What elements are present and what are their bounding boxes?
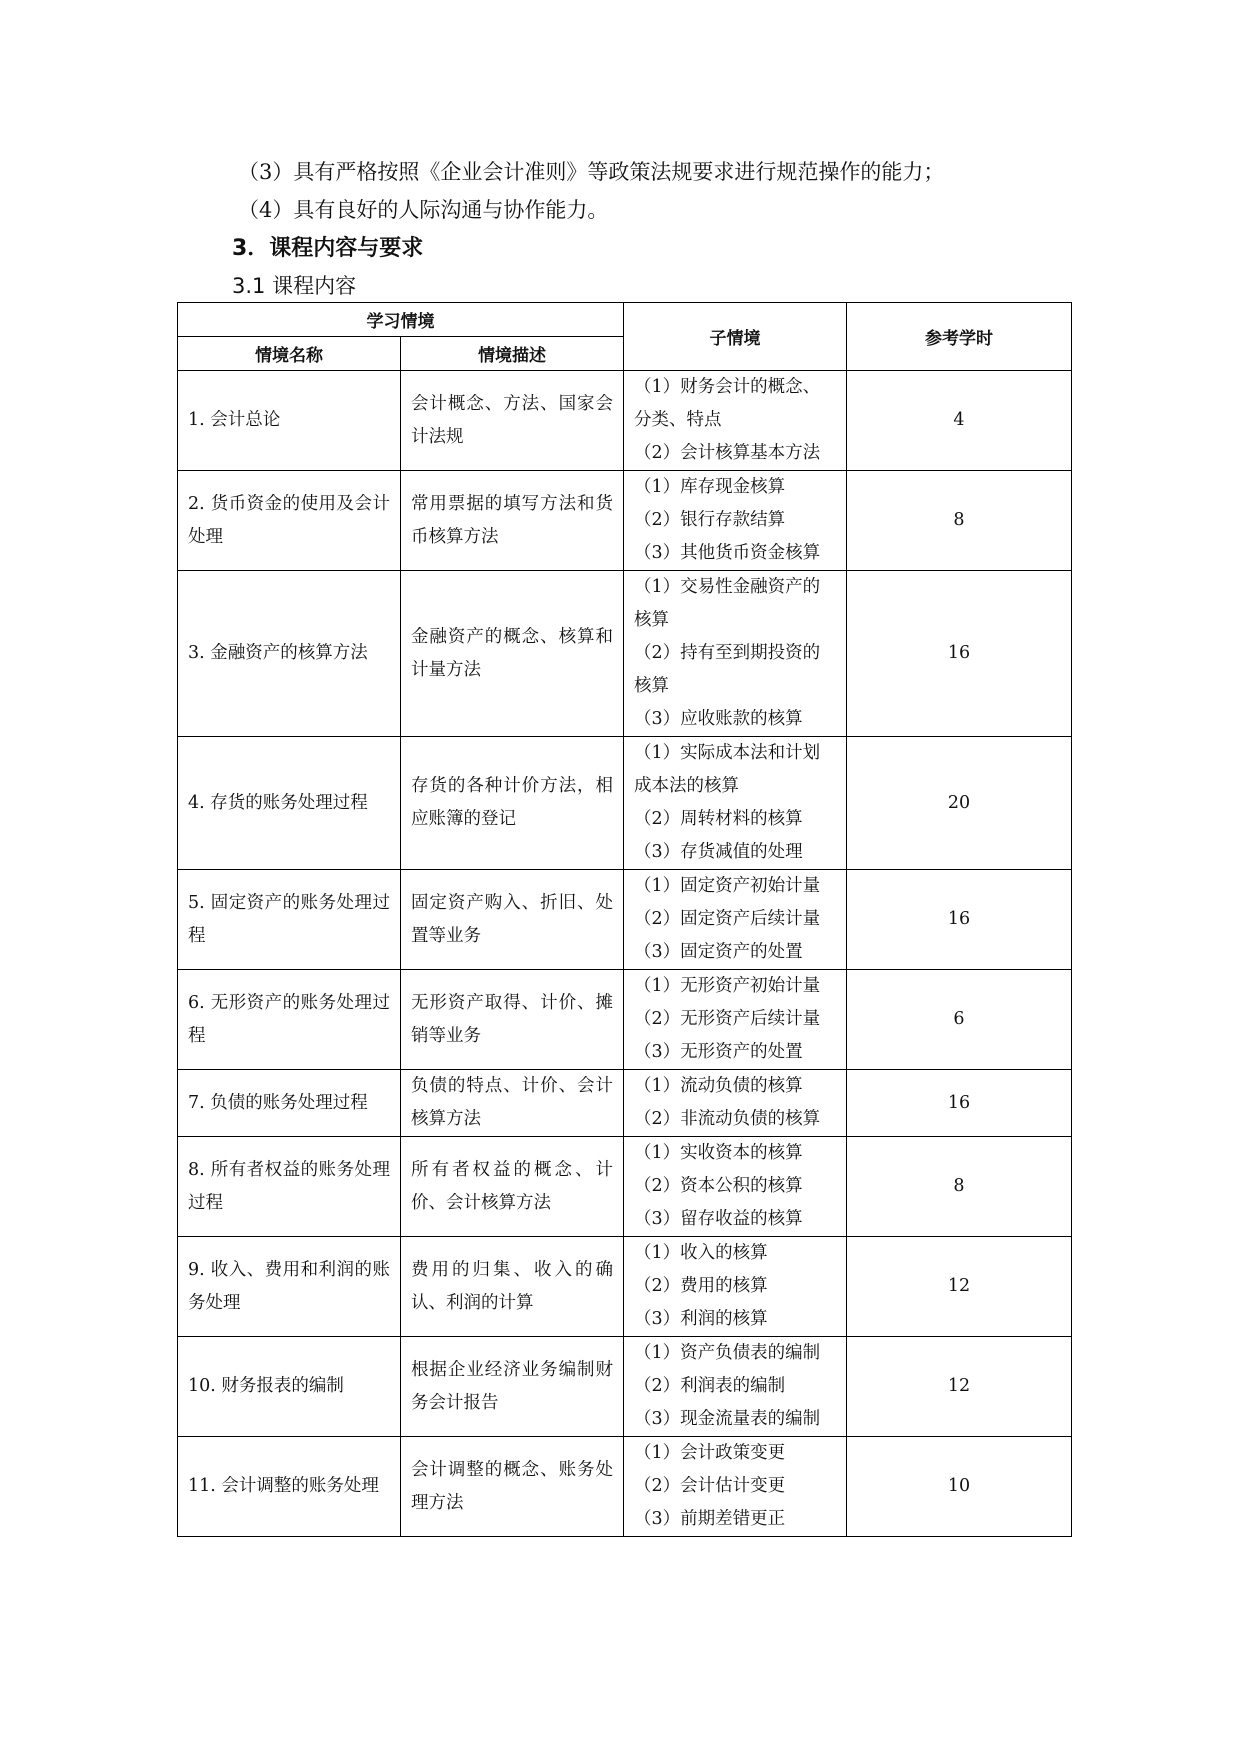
context-desc-cell: 会计概念、方法、国家会计法规 [400,371,623,471]
reference-hours-cell: 16 [846,870,1071,970]
reference-hours-cell: 4 [846,371,1071,471]
ability-item-3: （3）具有严格按照《企业会计准则》等政策法规要求进行规范操作的能力； [238,160,945,184]
table-row [178,970,1072,1070]
sub-context-cell [623,870,846,970]
subsection-heading: 3.1 课程内容 [232,274,357,298]
sub-context-cell [623,1137,846,1237]
sub-context-item: （2）会计核算基本方法 [633,443,821,463]
context-desc-cell: 费用的归集、收入的确认、利润的计算 [400,1237,623,1337]
context-name-cell: 3. 金融资产的核算方法 [178,571,401,737]
sub-context-item: （1）资产负债表的编制 [633,1343,821,1363]
sub-context-cell [623,471,846,571]
context-name-cell: 2. 货币资金的使用及会计处理 [178,471,401,571]
sub-context-item: （2）非流动负债的核算 [633,1109,821,1129]
context-desc-cell: 负债的特点、计价、会计核算方法 [400,1070,623,1137]
sub-context-item: （3）利润的核算 [633,1309,768,1329]
sub-context-item: （3）无形资产的处置 [633,1042,803,1062]
sub-context-cell [623,970,846,1070]
sub-context-item: （1）流动负债的核算 [633,1076,803,1096]
reference-hours-cell: 8 [846,471,1071,571]
context-desc-cell: 存货的各种计价方法，相应账簿的登记 [400,737,623,870]
context-name-cell: 5. 固定资产的账务处理过程 [178,870,401,970]
ability-item-4: （4）具有良好的人际沟通与协作能力。 [238,198,609,222]
table-body [178,371,1072,1537]
reference-hours-cell: 12 [846,1237,1071,1337]
sub-context-item: （2）费用的核算 [633,1276,768,1296]
context-desc-cell: 金融资产的概念、核算和计量方法 [400,571,623,737]
context-desc-cell: 固定资产购入、折旧、处置等业务 [400,870,623,970]
reference-hours-cell: 20 [846,737,1071,870]
sub-context-cell [623,737,846,870]
context-desc-cell: 会计调整的概念、账务处理方法 [400,1437,623,1537]
sub-context-cell [623,1437,846,1537]
sub-context-item: （3）其他货币资金核算 [633,543,821,563]
header-context-desc: 情境描述 [400,337,623,371]
sub-context-item: （2）利润表的编制 [633,1376,786,1396]
sub-context-item: （3）存货减值的处理 [633,842,803,862]
table-row [178,571,1072,737]
sub-context-item: （1）固定资产初始计量 [633,876,821,896]
table-row [178,1137,1072,1237]
section-heading: 3．课程内容与要求 [232,236,424,261]
sub-context-cell [623,1337,846,1437]
header-sub-context: 子情境 [623,303,846,371]
context-desc-cell: 无形资产取得、计价、摊销等业务 [400,970,623,1070]
context-name-cell: 8. 所有者权益的账务处理过程 [178,1137,401,1237]
reference-hours-cell: 16 [846,571,1071,737]
sub-context-item: （1）会计政策变更 [633,1443,786,1463]
table-row [178,1437,1072,1537]
sub-context-item: （2）周转材料的核算 [633,809,803,829]
reference-hours-cell: 16 [846,1070,1071,1137]
table-header-row [178,303,1072,337]
sub-context-item: （2）持有至到期投资的核算 [633,643,821,696]
sub-context-item: （2）会计估计变更 [633,1476,786,1496]
sub-context-item: （1）无形资产初始计量 [633,976,821,996]
sub-context-item: （1）库存现金核算 [633,477,786,497]
header-context-name: 情境名称 [178,337,401,371]
sub-context-item: （2）无形资产后续计量 [633,1009,821,1029]
context-name-cell: 10. 财务报表的编制 [178,1337,401,1437]
table-row [178,870,1072,970]
context-name-cell: 6. 无形资产的账务处理过程 [178,970,401,1070]
course-content-table [177,302,1072,1537]
sub-context-item: （1）交易性金融资产的核算 [633,577,821,630]
context-desc-cell: 常用票据的填写方法和货币核算方法 [400,471,623,571]
table-row [178,471,1072,571]
sub-context-item: （3）应收账款的核算 [633,709,803,729]
table-row [178,1237,1072,1337]
table-row [178,1070,1072,1137]
table-row [178,737,1072,870]
sub-context-item: （3）留存收益的核算 [633,1209,803,1229]
context-desc-cell: 所有者权益的概念、计价、会计核算方法 [400,1137,623,1237]
sub-context-item: （3）固定资产的处置 [633,942,803,962]
context-name-cell: 4. 存货的账务处理过程 [178,737,401,870]
reference-hours-cell: 6 [846,970,1071,1070]
sub-context-item: （1）财务会计的概念、分类、特点 [633,377,821,430]
sub-context-item: （1）实际成本法和计划成本法的核算 [633,743,821,796]
sub-context-item: （3）前期差错更正 [633,1509,786,1529]
reference-hours-cell: 12 [846,1337,1071,1437]
header-learning-context: 学习情境 [178,303,624,337]
context-desc-cell: 根据企业经济业务编制财务会计报告 [400,1337,623,1437]
sub-context-cell [623,1237,846,1337]
sub-context-item: （3）现金流量表的编制 [633,1409,821,1429]
sub-context-cell [623,571,846,737]
sub-context-item: （2）银行存款结算 [633,510,786,530]
context-name-cell: 1. 会计总论 [178,371,401,471]
sub-context-item: （1）收入的核算 [633,1243,768,1263]
context-name-cell: 11. 会计调整的账务处理 [178,1437,401,1537]
reference-hours-cell: 8 [846,1137,1071,1237]
sub-context-item: （2）固定资产后续计量 [633,909,821,929]
table-row [178,371,1072,471]
sub-context-cell [623,371,846,471]
reference-hours-cell: 10 [846,1437,1071,1537]
table-row [178,1337,1072,1437]
header-reference-hours: 参考学时 [846,303,1071,371]
sub-context-item: （1）实收资本的核算 [633,1143,803,1163]
sub-context-cell [623,1070,846,1137]
context-name-cell: 9. 收入、费用和利润的账务处理 [178,1237,401,1337]
sub-context-item: （2）资本公积的核算 [633,1176,803,1196]
context-name-cell: 7. 负债的账务处理过程 [178,1070,401,1137]
